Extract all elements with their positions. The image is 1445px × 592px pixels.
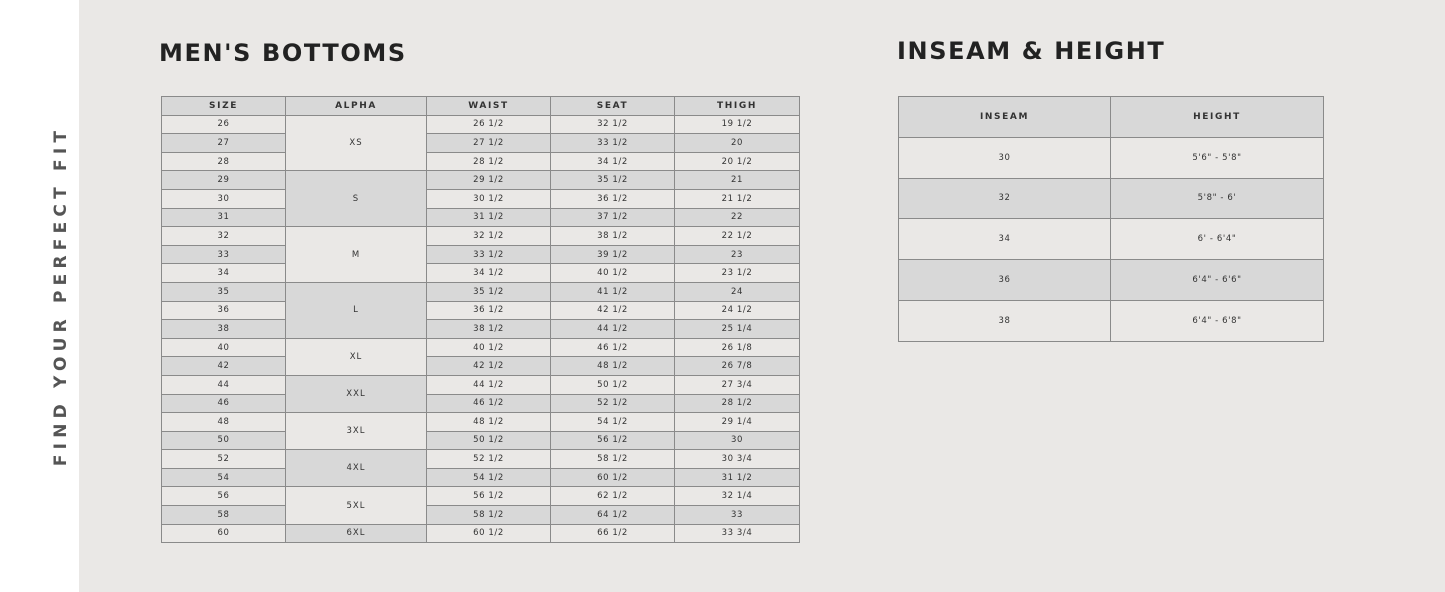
table-row xyxy=(162,227,800,246)
waist-cell: 44 1/2 xyxy=(427,375,551,394)
waist-cell: 32 1/2 xyxy=(427,227,551,246)
alpha-cell: XS xyxy=(286,115,427,171)
size-cell: 38 xyxy=(162,320,286,339)
seat-cell: 62 1/2 xyxy=(551,487,675,506)
waist-cell: 42 1/2 xyxy=(427,357,551,376)
table-row xyxy=(899,260,1324,301)
table-row xyxy=(162,468,800,487)
waist-cell: 52 1/2 xyxy=(427,450,551,469)
size-cell: 36 xyxy=(162,301,286,320)
table-row xyxy=(162,450,800,469)
table-row xyxy=(162,301,800,320)
seat-cell: 37 1/2 xyxy=(551,208,675,227)
side-bar xyxy=(0,0,79,592)
thigh-cell: 21 1/2 xyxy=(675,189,800,208)
waist-cell: 40 1/2 xyxy=(427,338,551,357)
waist-cell: 31 1/2 xyxy=(427,208,551,227)
waist-cell: 27 1/2 xyxy=(427,134,551,153)
size-cell: 56 xyxy=(162,487,286,506)
height-cell: 5'6" - 5'8" xyxy=(1111,137,1324,178)
bottoms-title: MEN'S BOTTOMS xyxy=(159,39,407,67)
height-cell: 6' - 6'4" xyxy=(1111,219,1324,260)
thigh-cell: 26 1/8 xyxy=(675,338,800,357)
thigh-cell: 22 xyxy=(675,208,800,227)
seat-cell: 42 1/2 xyxy=(551,301,675,320)
inseam-cell: 34 xyxy=(899,219,1111,260)
seat-cell: 32 1/2 xyxy=(551,115,675,134)
alpha-cell: S xyxy=(286,171,427,227)
seat-cell: 48 1/2 xyxy=(551,357,675,376)
thigh-cell: 24 1/2 xyxy=(675,301,800,320)
thigh-cell: 25 1/4 xyxy=(675,320,800,339)
table-row xyxy=(162,413,800,432)
header-height: HEIGHT xyxy=(1111,97,1324,138)
size-cell: 32 xyxy=(162,227,286,246)
thigh-cell: 22 1/2 xyxy=(675,227,800,246)
alpha-cell: M xyxy=(286,227,427,283)
inseam-cell: 38 xyxy=(899,300,1111,341)
table-row xyxy=(162,487,800,506)
table-row xyxy=(162,245,800,264)
table-row xyxy=(162,115,800,134)
size-guide-panel xyxy=(79,0,1445,592)
waist-cell: 54 1/2 xyxy=(427,468,551,487)
thigh-cell: 20 xyxy=(675,134,800,153)
thigh-cell: 30 3/4 xyxy=(675,450,800,469)
size-cell: 30 xyxy=(162,189,286,208)
height-cell: 6'4" - 6'8" xyxy=(1111,300,1324,341)
side-label: FIND YOUR PERFECT FIT xyxy=(51,125,71,467)
seat-cell: 60 1/2 xyxy=(551,468,675,487)
height-cell: 5'8" - 6' xyxy=(1111,178,1324,219)
waist-cell: 36 1/2 xyxy=(427,301,551,320)
thigh-cell: 23 1/2 xyxy=(675,264,800,283)
seat-cell: 33 1/2 xyxy=(551,134,675,153)
table-row xyxy=(162,134,800,153)
waist-cell: 56 1/2 xyxy=(427,487,551,506)
size-cell: 48 xyxy=(162,413,286,432)
seat-cell: 41 1/2 xyxy=(551,282,675,301)
seat-cell: 34 1/2 xyxy=(551,152,675,171)
waist-cell: 26 1/2 xyxy=(427,115,551,134)
alpha-cell: XL xyxy=(286,338,427,375)
alpha-cell: L xyxy=(286,282,427,338)
header-size: SIZE xyxy=(162,97,286,116)
seat-cell: 39 1/2 xyxy=(551,245,675,264)
table-row xyxy=(162,394,800,413)
header-waist: WAIST xyxy=(427,97,551,116)
thigh-cell: 33 xyxy=(675,506,800,525)
table-row xyxy=(162,338,800,357)
seat-cell: 38 1/2 xyxy=(551,227,675,246)
table-row xyxy=(162,264,800,283)
waist-cell: 33 1/2 xyxy=(427,245,551,264)
table-row xyxy=(162,431,800,450)
table-row xyxy=(899,219,1324,260)
inseam-height-table xyxy=(898,96,1324,342)
size-cell: 33 xyxy=(162,245,286,264)
table-row xyxy=(162,375,800,394)
table-row xyxy=(899,178,1324,219)
inseam-table-body xyxy=(899,137,1324,341)
table-row xyxy=(162,524,800,543)
waist-cell: 38 1/2 xyxy=(427,320,551,339)
waist-cell: 35 1/2 xyxy=(427,282,551,301)
header-thigh: THIGH xyxy=(675,97,800,116)
alpha-cell: 5XL xyxy=(286,487,427,524)
bottoms-header-row xyxy=(162,97,800,116)
thigh-cell: 23 xyxy=(675,245,800,264)
waist-cell: 60 1/2 xyxy=(427,524,551,543)
inseam-cell: 30 xyxy=(899,137,1111,178)
alpha-cell: 3XL xyxy=(286,413,427,450)
table-row xyxy=(899,137,1324,178)
bottoms-table-body xyxy=(162,115,800,543)
header-alpha: ALPHA xyxy=(286,97,427,116)
thigh-cell: 21 xyxy=(675,171,800,190)
table-row xyxy=(162,282,800,301)
seat-cell: 50 1/2 xyxy=(551,375,675,394)
table-row xyxy=(899,300,1324,341)
table-row xyxy=(162,208,800,227)
size-cell: 29 xyxy=(162,171,286,190)
alpha-cell: 4XL xyxy=(286,450,427,487)
size-cell: 60 xyxy=(162,524,286,543)
alpha-cell: 6XL xyxy=(286,524,427,543)
size-cell: 26 xyxy=(162,115,286,134)
inseam-cell: 32 xyxy=(899,178,1111,219)
seat-cell: 44 1/2 xyxy=(551,320,675,339)
waist-cell: 28 1/2 xyxy=(427,152,551,171)
table-row xyxy=(162,152,800,171)
waist-cell: 30 1/2 xyxy=(427,189,551,208)
inseam-title: INSEAM & HEIGHT xyxy=(897,37,1166,65)
waist-cell: 58 1/2 xyxy=(427,506,551,525)
size-cell: 40 xyxy=(162,338,286,357)
waist-cell: 29 1/2 xyxy=(427,171,551,190)
bottoms-size-table xyxy=(161,96,800,543)
thigh-cell: 32 1/4 xyxy=(675,487,800,506)
seat-cell: 64 1/2 xyxy=(551,506,675,525)
size-cell: 50 xyxy=(162,431,286,450)
thigh-cell: 24 xyxy=(675,282,800,301)
seat-cell: 58 1/2 xyxy=(551,450,675,469)
size-cell: 46 xyxy=(162,394,286,413)
table-row xyxy=(162,357,800,376)
inseam-header-row xyxy=(899,97,1324,138)
waist-cell: 34 1/2 xyxy=(427,264,551,283)
thigh-cell: 26 7/8 xyxy=(675,357,800,376)
size-cell: 58 xyxy=(162,506,286,525)
thigh-cell: 19 1/2 xyxy=(675,115,800,134)
thigh-cell: 29 1/4 xyxy=(675,413,800,432)
thigh-cell: 27 3/4 xyxy=(675,375,800,394)
size-cell: 31 xyxy=(162,208,286,227)
thigh-cell: 33 3/4 xyxy=(675,524,800,543)
size-cell: 35 xyxy=(162,282,286,301)
seat-cell: 54 1/2 xyxy=(551,413,675,432)
size-cell: 44 xyxy=(162,375,286,394)
seat-cell: 56 1/2 xyxy=(551,431,675,450)
waist-cell: 50 1/2 xyxy=(427,431,551,450)
table-row xyxy=(162,320,800,339)
size-cell: 28 xyxy=(162,152,286,171)
size-cell: 27 xyxy=(162,134,286,153)
waist-cell: 48 1/2 xyxy=(427,413,551,432)
seat-cell: 66 1/2 xyxy=(551,524,675,543)
header-seat: SEAT xyxy=(551,97,675,116)
size-cell: 42 xyxy=(162,357,286,376)
table-row xyxy=(162,189,800,208)
table-row xyxy=(162,506,800,525)
alpha-cell: XXL xyxy=(286,375,427,412)
header-inseam: INSEAM xyxy=(899,97,1111,138)
height-cell: 6'4" - 6'6" xyxy=(1111,260,1324,301)
table-row xyxy=(162,171,800,190)
size-cell: 34 xyxy=(162,264,286,283)
inseam-cell: 36 xyxy=(899,260,1111,301)
seat-cell: 52 1/2 xyxy=(551,394,675,413)
size-cell: 52 xyxy=(162,450,286,469)
seat-cell: 46 1/2 xyxy=(551,338,675,357)
thigh-cell: 20 1/2 xyxy=(675,152,800,171)
seat-cell: 36 1/2 xyxy=(551,189,675,208)
thigh-cell: 28 1/2 xyxy=(675,394,800,413)
seat-cell: 35 1/2 xyxy=(551,171,675,190)
thigh-cell: 30 xyxy=(675,431,800,450)
waist-cell: 46 1/2 xyxy=(427,394,551,413)
seat-cell: 40 1/2 xyxy=(551,264,675,283)
thigh-cell: 31 1/2 xyxy=(675,468,800,487)
size-cell: 54 xyxy=(162,468,286,487)
